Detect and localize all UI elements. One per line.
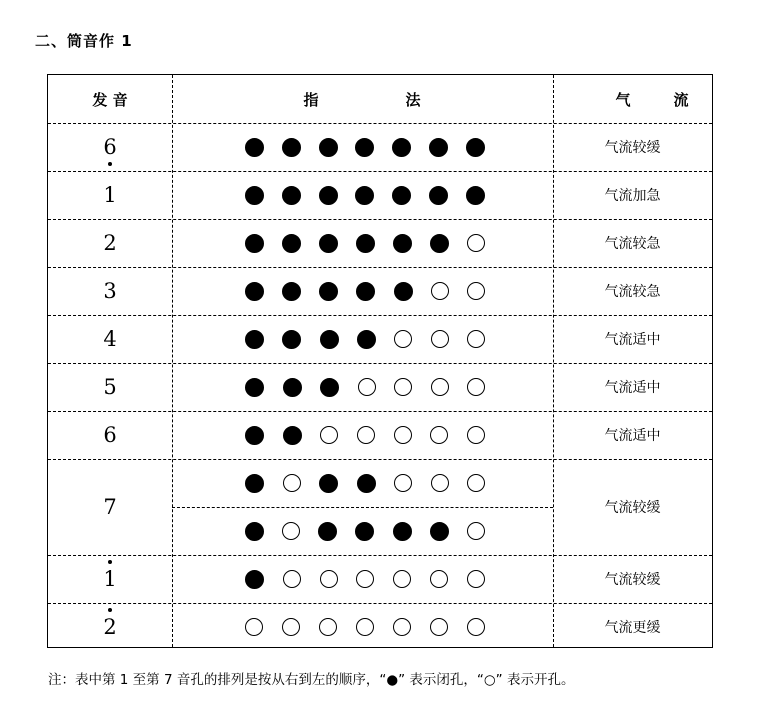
- open-hole-icon: [320, 426, 338, 444]
- open-hole-icon: [467, 378, 485, 396]
- open-hole-icon: [283, 474, 301, 492]
- header-pitch: 发 音: [92, 90, 128, 109]
- closed-hole-icon: [430, 234, 449, 253]
- header-fingering-1: 指: [303, 90, 319, 109]
- octave-dot: [108, 162, 112, 166]
- open-hole-icon: [282, 522, 300, 540]
- closed-hole-icon: [282, 282, 301, 301]
- closed-hole-icon: [318, 522, 337, 541]
- open-hole-icon: [357, 426, 375, 444]
- closed-hole-icon: [245, 426, 264, 445]
- pitch-note: 4: [103, 327, 117, 351]
- airflow-text: 气流较急: [604, 236, 661, 252]
- closed-hole-icon: [355, 186, 374, 205]
- fingering-pattern: [245, 328, 485, 350]
- octave-dot: [108, 560, 112, 564]
- closed-hole-icon: [392, 186, 411, 205]
- fingering-table: [47, 74, 713, 648]
- open-hole-icon: [467, 330, 485, 348]
- closed-hole-icon: [356, 282, 375, 301]
- pitch-note: 6: [103, 135, 117, 159]
- closed-hole-icon: [245, 522, 264, 541]
- open-hole-icon: [393, 570, 411, 588]
- open-hole-icon: [467, 426, 485, 444]
- open-hole-icon: [431, 330, 449, 348]
- open-hole-icon: [320, 570, 338, 588]
- closed-hole-icon: [394, 282, 413, 301]
- closed-hole-icon: [245, 138, 264, 157]
- closed-hole-icon: [320, 378, 339, 397]
- open-hole-icon: [431, 474, 449, 492]
- closed-hole-icon: [429, 138, 448, 157]
- open-hole-icon: [467, 618, 485, 636]
- open-hole-icon: [467, 282, 485, 300]
- open-hole-icon: [356, 618, 374, 636]
- closed-hole-icon: [282, 186, 301, 205]
- airflow-text: 气流较缓: [604, 500, 661, 516]
- open-hole-icon: [282, 618, 300, 636]
- pitch-note: 7: [103, 495, 117, 519]
- closed-hole-icon: [466, 186, 485, 205]
- closed-hole-icon: [392, 138, 411, 157]
- closed-hole-icon: [282, 234, 301, 253]
- closed-hole-icon: [355, 522, 374, 541]
- open-hole-icon: [356, 570, 374, 588]
- pitch-note: 2: [103, 615, 117, 639]
- closed-hole-icon: [245, 282, 264, 301]
- closed-hole-icon: [357, 330, 376, 349]
- airflow-text: 气流适中: [604, 428, 661, 444]
- octave-dot: [108, 608, 112, 612]
- open-hole-icon: [467, 570, 485, 588]
- airflow-text: 气流更缓: [604, 620, 661, 636]
- closed-hole-icon: [245, 186, 264, 205]
- closed-hole-icon: [356, 234, 375, 253]
- pitch-note: 5: [103, 375, 117, 399]
- fingering-pattern: [245, 232, 485, 254]
- open-hole-icon: [394, 330, 412, 348]
- open-hole-icon: [245, 618, 263, 636]
- header-airflow-1: 气: [615, 90, 631, 109]
- open-hole-icon: [394, 378, 412, 396]
- airflow-text: 气流适中: [604, 332, 661, 348]
- closed-hole-icon: [429, 186, 448, 205]
- closed-hole-icon: [319, 474, 338, 493]
- closed-hole-icon: [319, 234, 338, 253]
- fingering-pattern: [245, 472, 485, 494]
- header-airflow-2: 流: [673, 90, 689, 109]
- open-hole-icon: [430, 618, 448, 636]
- closed-hole-icon: [393, 234, 412, 253]
- open-hole-icon: [283, 570, 301, 588]
- closed-hole-icon: [393, 522, 412, 541]
- open-hole-icon: [430, 426, 448, 444]
- airflow-text: 气流较缓: [604, 140, 661, 156]
- open-hole-icon: [467, 234, 485, 252]
- airflow-text: 气流适中: [604, 380, 661, 396]
- airflow-text: 气流较急: [604, 284, 661, 300]
- open-hole-icon: [394, 426, 412, 444]
- fingering-pattern: [245, 136, 485, 158]
- closed-hole-icon: [319, 138, 338, 157]
- closed-hole-icon: [245, 474, 264, 493]
- fingering-pattern: [245, 280, 485, 302]
- closed-hole-icon: [319, 282, 338, 301]
- row-divider: [172, 507, 553, 508]
- open-hole-icon: [467, 522, 485, 540]
- airflow-text: 气流较缓: [604, 572, 661, 588]
- open-hole-icon: [431, 378, 449, 396]
- fingering-pattern: [245, 520, 485, 542]
- closed-hole-icon: [320, 330, 339, 349]
- airflow-text: 气流加急: [604, 188, 661, 204]
- closed-hole-icon: [430, 522, 449, 541]
- closed-hole-icon: [245, 378, 264, 397]
- open-hole-icon: [430, 570, 448, 588]
- closed-hole-icon: [466, 138, 485, 157]
- open-hole-icon: [394, 474, 412, 492]
- section-heading: 二、筒音作 1: [35, 32, 133, 50]
- closed-hole-icon: [319, 186, 338, 205]
- fingering-pattern: [245, 376, 485, 398]
- open-hole-icon: [393, 618, 411, 636]
- closed-hole-icon: [245, 330, 264, 349]
- closed-hole-icon: [355, 138, 374, 157]
- open-hole-icon: [358, 378, 376, 396]
- pitch-note: 1: [103, 183, 117, 207]
- closed-hole-icon: [282, 330, 301, 349]
- closed-hole-icon: [283, 426, 302, 445]
- open-hole-icon: [431, 282, 449, 300]
- closed-hole-icon: [245, 570, 264, 589]
- closed-hole-icon: [245, 234, 264, 253]
- closed-hole-icon: [283, 378, 302, 397]
- closed-hole-icon: [282, 138, 301, 157]
- open-hole-icon: [467, 474, 485, 492]
- pitch-note: 3: [103, 279, 117, 303]
- fingering-pattern: [245, 568, 485, 590]
- column-divider: [172, 75, 173, 647]
- pitch-note: 1: [103, 567, 117, 591]
- open-hole-icon: [319, 618, 337, 636]
- closed-hole-icon: [357, 474, 376, 493]
- fingering-pattern: [245, 184, 485, 206]
- pitch-note: 2: [103, 231, 117, 255]
- header-fingering-2: 法: [405, 90, 421, 109]
- fingering-pattern: [245, 616, 485, 638]
- fingering-pattern: [245, 424, 485, 446]
- pitch-note: 6: [103, 423, 117, 447]
- footnote: 注：表中第 1 至第 7 音孔的排列是按从右到左的顺序，“●” 表示闭孔，“○” 表示开孔。: [48, 672, 575, 688]
